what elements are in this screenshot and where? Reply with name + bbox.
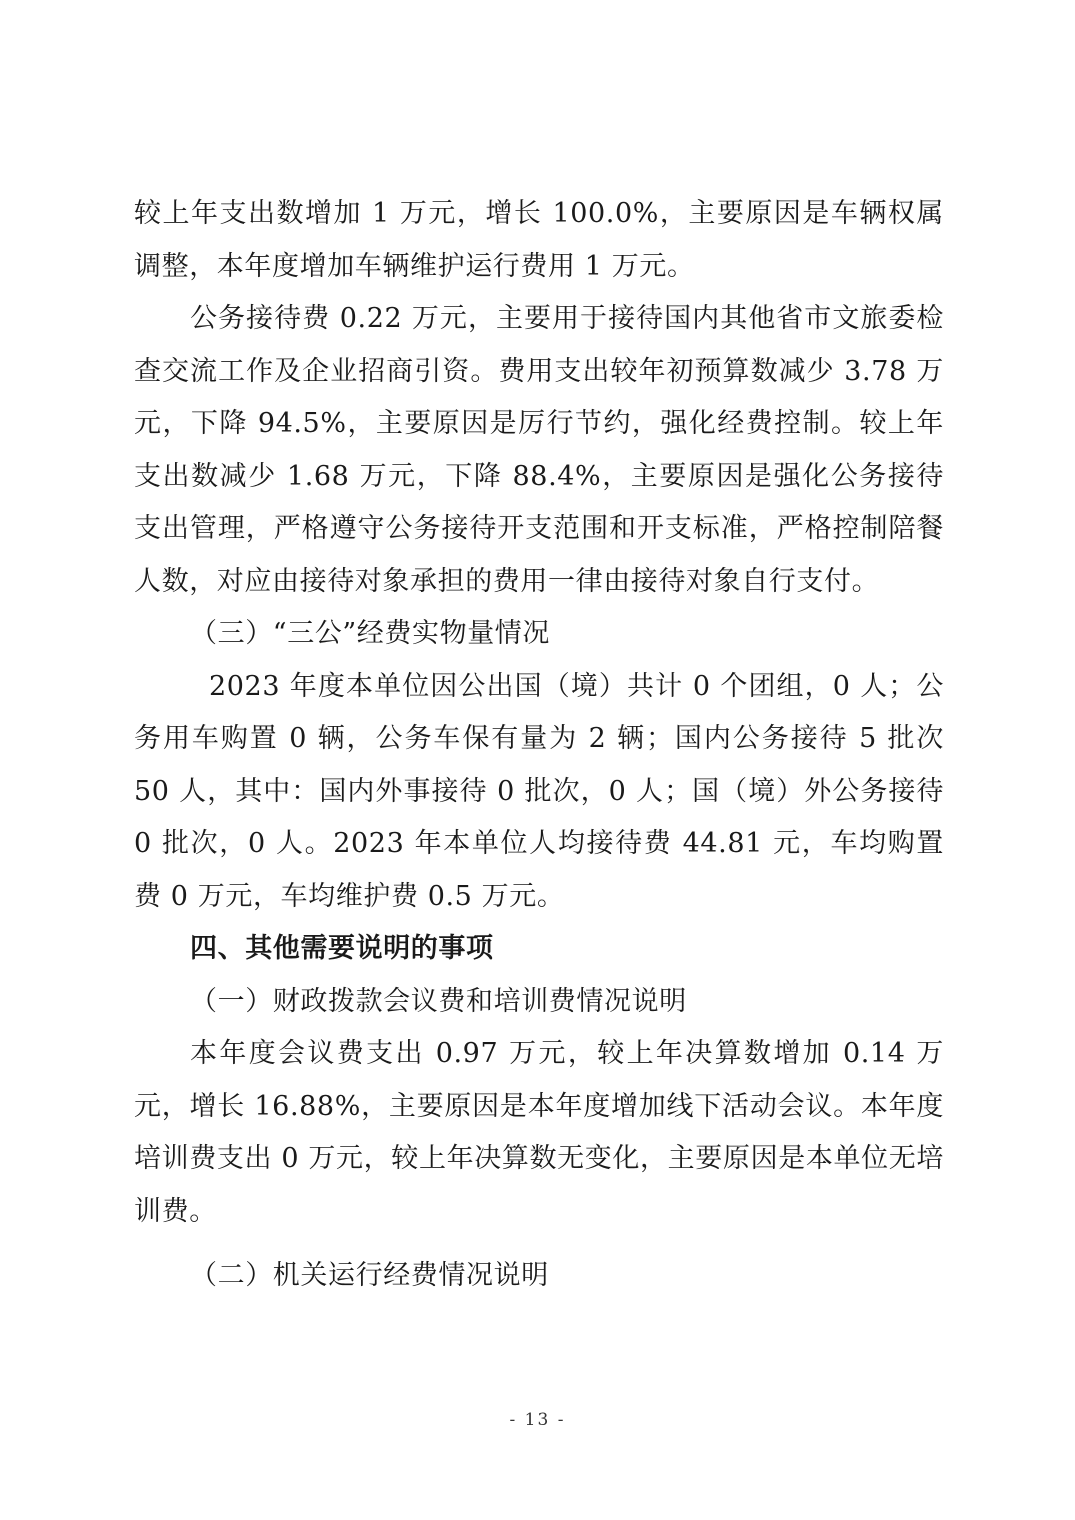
page-number: - 13 - [509, 1410, 566, 1430]
document-body [134, 188, 944, 1303]
section-heading-other-matters: 四、其他需要说明的事项 [190, 933, 494, 964]
paragraph-physical-quantity: 2023 年度本单位因公出国（境）共计 0 个团组，0 人；公务用车购置 0 辆，公务车保有量为 2 辆；国内公务接待 5 批次 50 人，其中：国内外事接待 0 批次，0 人；国（境）外公务接待 0 批次，0 人。2023 年本单位人均接待费 44.81 元，车均购置费 0 万元，车均维护费 0.5 万元。 [134, 670, 944, 912]
section-heading-meeting-training: （一）财政拨款会议费和培训费情况说明 [190, 985, 687, 1017]
paragraph-vehicle-cost: 较上年支出数增加 1 万元，增长 100.0%，主要原因是车辆权属调整，本年度增加车辆维护运行费用 1 万元。 [134, 198, 944, 282]
section-heading-physical-quantity: （三）“三公”经费实物量情况 [190, 618, 551, 649]
paragraph-reception-cost: 公务接待费 0.22 万元，主要用于接待国内其他省市文旅委检查交流工作及企业招商引资。费用支出较年初预算数减少 3.78 万元，下降 94.5%，主要原因是厉行节约，强化经费控制。较上年支出数减少 1.68 万元，下降 88.4%，主要原因是强化公务接待支出管理，严格遵守公务接待开支范围和开支标准，严格控制陪餐人数，对应由接待对象承担的费用一律由接待对象自行支付。 [134, 303, 944, 597]
paragraph-meeting-training: 本年度会议费支出 0.97 万元，较上年决算数增加 0.14 万元，增长 16.88%，主要原因是本年度增加线下活动会议。本年度培训费支出 0 万元，较上年决算数无变化，主要原因是本单位无培训费。 [134, 1038, 944, 1227]
section-heading-operating-expenses: （二）机关运行经费情况说明 [190, 1260, 549, 1291]
